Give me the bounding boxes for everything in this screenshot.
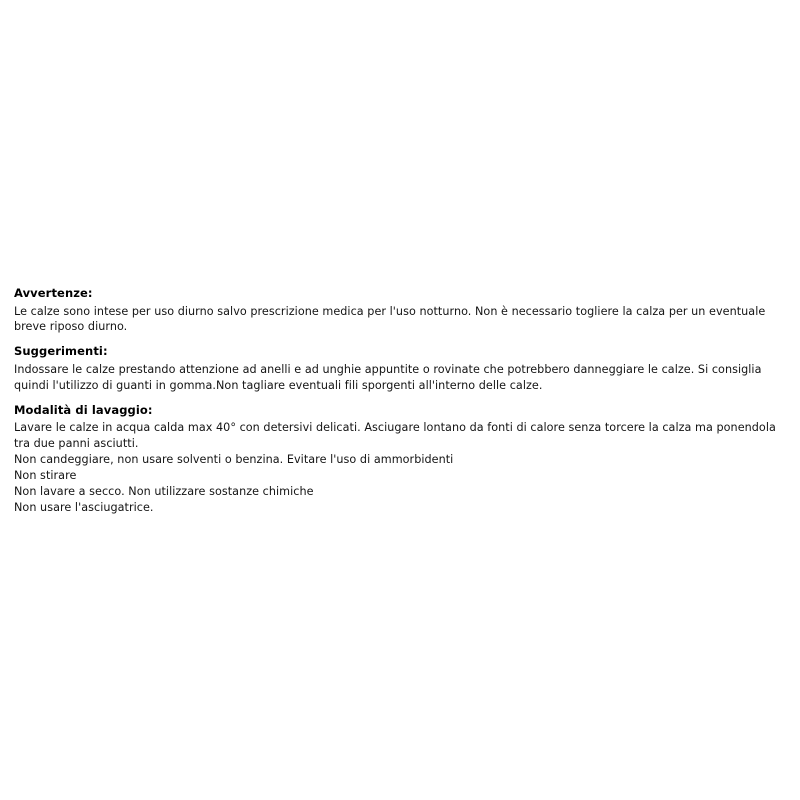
section-paragraph-avvertenze-1: Le calze sono intese per uso diurno salvo prescrizione medica per l'uso notturno. Non è necessario togliere la calza per un eventuale breve riposo diurno. — [14, 304, 766, 334]
section-paragraph-lavaggio-1: Lavare le calze in acqua calda max 40° con detersivi delicati. Asciugare lontano da fonti di calore senza torcere la calza ma ponendola tra due panni asciutti. — [14, 421, 776, 451]
section-heading-suggerimenti: Suggerimenti: — [14, 344, 108, 359]
section-paragraph-lavaggio-2: Non candeggiare, non usare solventi o benzina. Evitare l'uso di ammorbidenti — [14, 452, 454, 466]
document-content — [14, 286, 788, 516]
section-paragraph-lavaggio-4: Non lavare a secco. Non utilizzare sostanze chimiche — [14, 484, 314, 498]
section-suggerimenti — [14, 344, 788, 393]
section-paragraph-suggerimenti-1: Indossare le calze prestando attenzione ad anelli e ad unghie appuntite o rovinate che potrebbero danneggiare le calze. Si consiglia quindi l'utilizzo di guanti in gomma.Non tagliare eventuali fili sporgenti all'interno delle calze. — [14, 362, 762, 392]
section-heading-modalita-di-lavaggio: Modalità di lavaggio: — [14, 402, 153, 417]
section-avvertenze — [14, 286, 788, 335]
section-heading-avvertenze: Avvertenze: — [14, 286, 93, 300]
section-modalita-di-lavaggio — [14, 403, 788, 516]
section-paragraph-lavaggio-3: Non stirare — [14, 468, 77, 482]
section-paragraph-lavaggio-5: Non usare l'asciugatrice. — [14, 500, 154, 514]
